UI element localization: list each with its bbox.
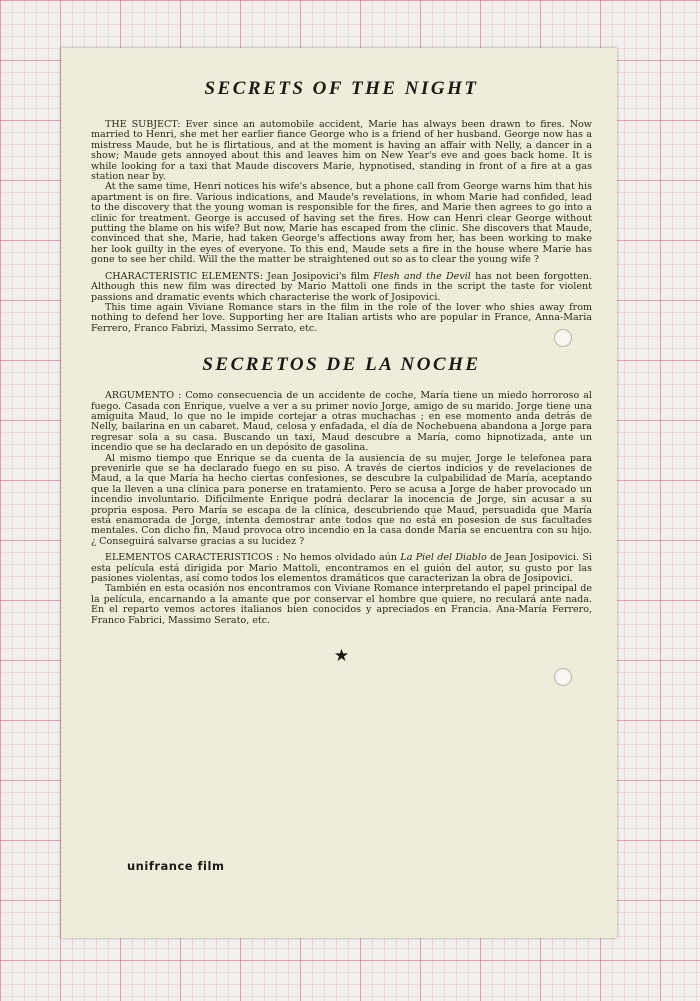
spanish-argumento-paragraph (91, 391, 592, 453)
english-elements-text-after: has not been forgotten. Although this new film was directed by Mario Mattoli one finds in the script the taste for violent passions and dramatic events which characterise the work of Josipovici. (91, 270, 592, 303)
flyer-sheet (61, 48, 617, 938)
english-elements-lead: CHARACTERISTIC ELEMENTS: (105, 270, 263, 282)
spanish-elementos-paragraph (91, 553, 592, 584)
english-elements-paragraph-2: This time again Viviane Romance stars in the film in the role of the lover who shies away from nothing to defend her love. Supporting her are Italian artists who are popular in France, Anna-Maria Ferrero, Franco Fabrizi, Massimo Serrato, etc. (91, 301, 592, 334)
brand-logo: unifrance film (127, 859, 225, 873)
english-film-title: Flesh and the Devil (373, 270, 471, 282)
spanish-argumento-body: Como consecuencia de un accidente de coche, María tiene un miedo horroroso al fuego. Casada con Enrique, vuelve a ver a su primer novio Jorge, amigo de su marido. Jorge tiene una amiguita Maud, lo que no le impide cortejar a otras muchachas ; en ese momento anda detrás de Nelly, bailarina en un cabaret. Maud, celosa y enfadada, el día de Nochebuena abandona a Jorge para regresar sola a su casa. Buscando un taxi, Maud descubre a María, como hipnotizada, ante un incendio que se ha declarado en un depósito de gasolina. (91, 390, 592, 454)
english-subject-paragraph-2: At the same time, Henri notices his wife's absence, but a phone call from George warns him that his apartment is on fire. Various indications, and Maude's revelations, in whom Marie had confided, lead to the discovery that the young woman is responsible for the fires, and Marie then agrees to go into a clinic for treatment. George is accused of having set the fires. How can Henri clear George without putting the blame on his wife? But now, Marie has escaped from the clinic. She discovers that Maude, convinced that she, Marie, had taken George's affections away from her, has been working to make her look guilty in the eyes of everyone. To this end, Maude sets a fire in the house where Marie has gone to see her child. Will the the matter be straightened out so as to clear the young wife ? (91, 181, 592, 266)
spanish-elementos-text-before: No hemos olvidado aún (282, 552, 398, 564)
punch-hole (554, 329, 572, 347)
punch-hole (554, 668, 572, 686)
star-ornament-icon: ★ (333, 646, 350, 667)
english-subject-lead: THE SUBJECT: (105, 119, 181, 130)
english-elements-paragraph (91, 272, 592, 303)
spanish-film-title: La Piel del Diablo (400, 552, 487, 564)
spanish-argumento-lead: ARGUMENTO : (105, 390, 182, 402)
english-title: SECRETS OF THE NIGHT (204, 78, 479, 99)
spanish-elementos-text-after: de Jean Josipovici. Si esta película está dirigida por Mario Mattoli, encontramos en el guión del autor, su gusto por las pasiones violentas, así como todos los elementos dramáticos que caracterizan la obra de Josipovici. (91, 552, 592, 585)
spanish-title: SECRETOS DE LA NOCHE (202, 354, 481, 376)
english-elements-text-before: Jean Josipovici's film (267, 270, 370, 282)
spanish-elementos-lead: ELEMENTOS CARACTERISTICOS : (105, 552, 280, 564)
english-subject-body: Ever since an automobile accident, Marie has always been drawn to fires. Now married to Henri, she met her earlier fiance George who is a friend of her husband. George now has a mistress Maude, but he is flirtatious, and at the moment is having an affair with Nelly, a dancer in a show; Maude gets annoyed about this and leaves him on New Year's eve and goes back home. It is while looking for a taxi that Maude discovers Marie, hypnotised, standing in front of a fire at a gas station near by. (91, 119, 592, 183)
spanish-argumento-paragraph-2: Al mismo tiempo que Enrique se da cuenta de la ausiencia de su mujer, Jorge le telefonea para prevenirle que se ha declarado fuego en su piso. A través de ciertos indicios y de revelaciones de Maud, a la que María ha hecho ciertas confesiones, se descubre la culpabilidad de María, aceptando que la lleven a una clínica para ponerse en tratamiento. Pero se acusa a Jorge de haber provocado un incendio involuntario. Difícilmente Enrique podrá declarar la inocencia de Jorge, sin acusar a su propria esposa. Pero María se escapa de la clínica, descubriendo que Maud, persuadida que María está enamorada de Jorge, intenta demostrar ante todos que no está en posesion de sus facultades mentales. Con dicho fin, Maud provoca otro incendio en la casa donde María se encuentra con su hijo. ¿ Conseguirá salvarse gracias a su lucidez ? (91, 452, 592, 547)
spanish-elementos-paragraph-2: También en esta ocasión nos encontramos con Viviane Romance interpretando el papel principal de la película, encarnando a la amante que por conservar el hombre que quiere, no reculará ante nada. En el reparto vemos actores italianos bien conocidos y apreciados en Francia. Ana-María Ferrero, Franco Fabrici, Massimo Serato, etc. (91, 583, 592, 626)
english-subject-paragraph (91, 120, 592, 182)
